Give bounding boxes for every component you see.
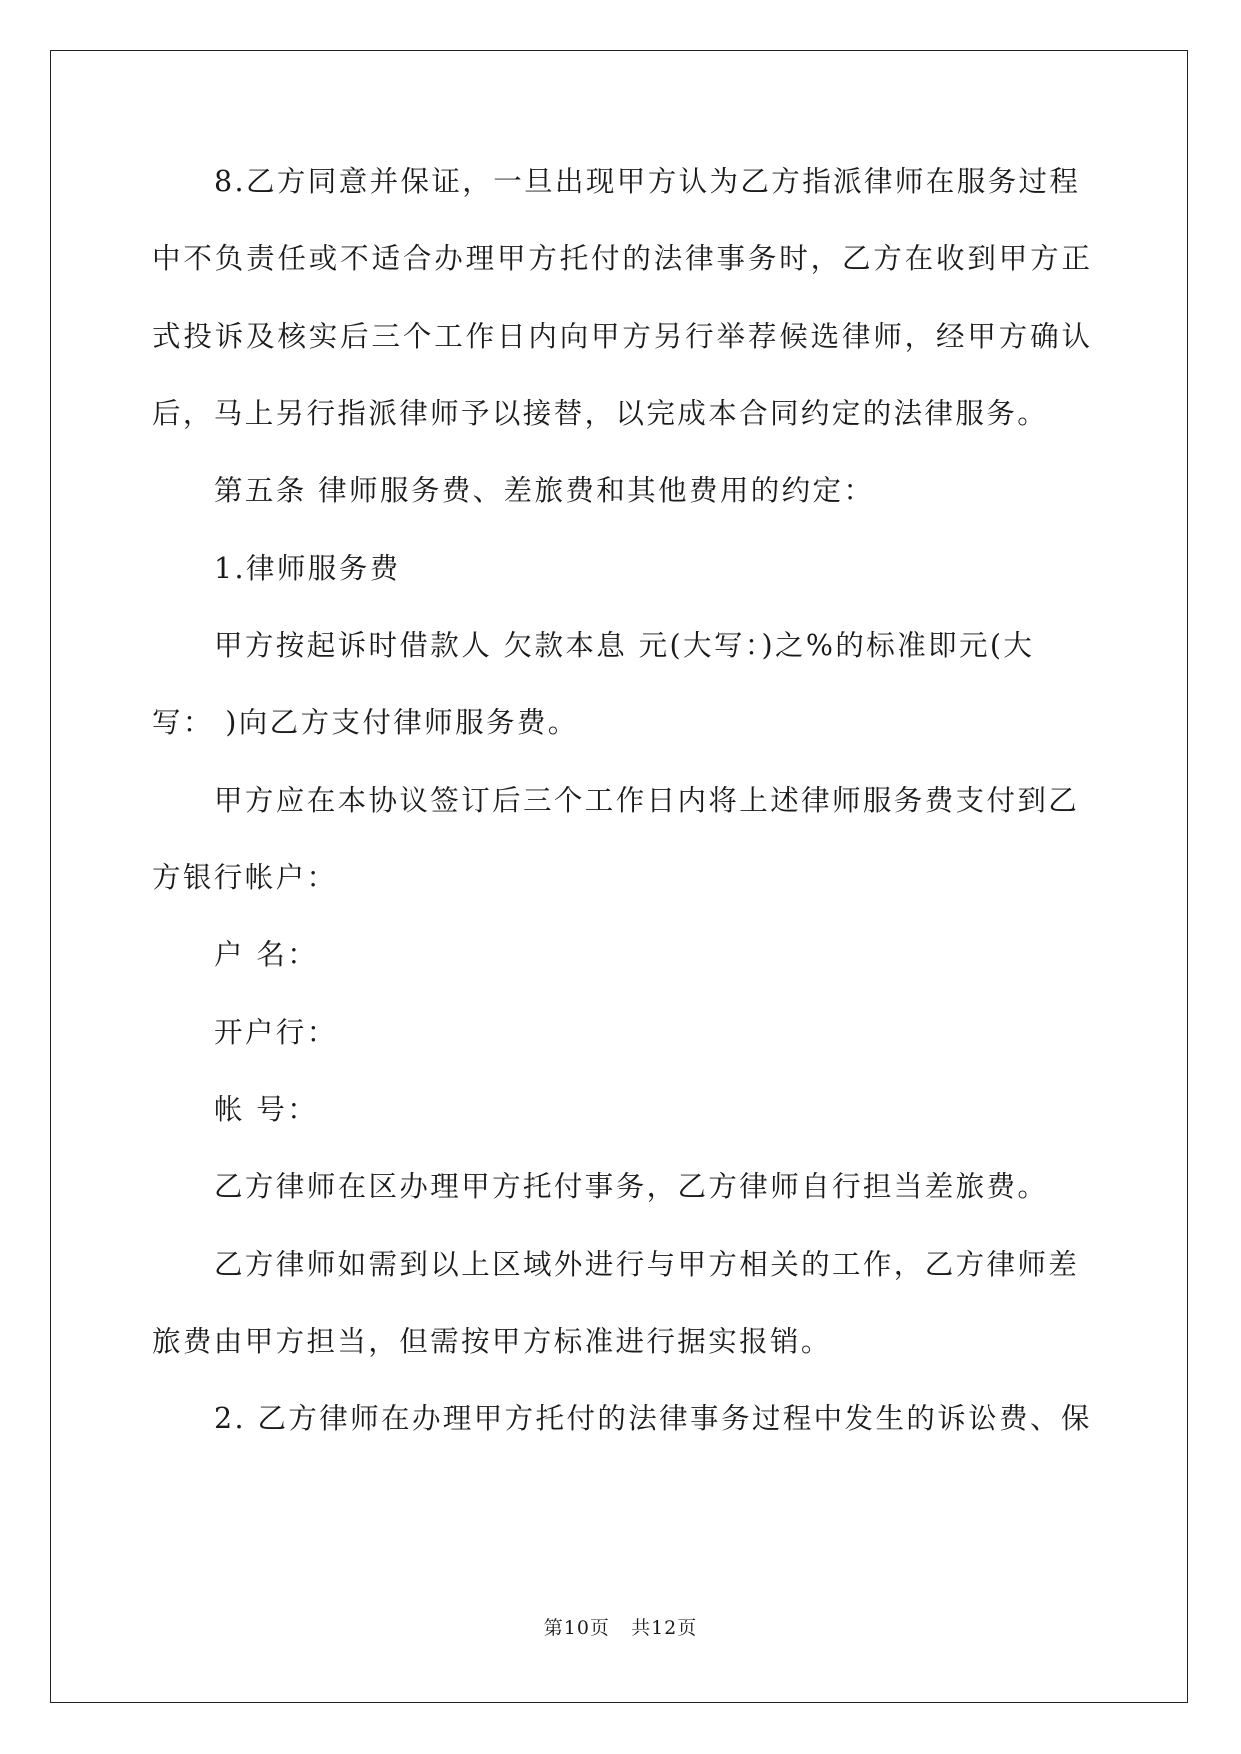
text-line: 2. 乙方律师在办理甲方托付的法律事务过程中发生的诉讼费、保 <box>214 1402 1092 1435</box>
text-line: 方银行帐户： <box>152 861 338 894</box>
page-number: 第10页 <box>543 1617 610 1639</box>
text-line: 旅费由甲方担当，但需按甲方标准进行据实报销。 <box>152 1325 832 1358</box>
text-line: 乙方律师在区办理甲方托付事务，乙方律师自行担当差旅费。 <box>214 1170 1049 1203</box>
page-total: 共12页 <box>631 1617 698 1639</box>
text-line: 8.乙方同意并保证，一旦出现甲方认为乙方指派律师在服务过程 <box>214 165 1081 198</box>
page-footer <box>0 1617 1241 1639</box>
account-number-label: 帐 号： <box>214 1093 319 1126</box>
text-line: 后，马上另行指派律师予以接替，以完成本合同约定的法律服务。 <box>152 397 1049 430</box>
text-line: 写： )向乙方支付律师服务费。 <box>152 706 579 739</box>
text-line: 式投诉及核实后三个工作日内向甲方另行举荐候选律师，经甲方确认 <box>152 320 1090 353</box>
text-line: 甲方按起诉时借款人 欠款本息 元(大写：)之%的标准即元(大 <box>214 629 1035 662</box>
article-heading: 第五条 律师服务费、差旅费和其他费用的约定： <box>214 474 875 507</box>
bank-label: 开户行： <box>214 1016 338 1049</box>
text-line: 甲方应在本协议签订后三个工作日内将上述律师服务费支付到乙 <box>214 784 1080 817</box>
section-heading: 1.律师服务费 <box>214 552 401 585</box>
text-line: 乙方律师如需到以上区域外进行与甲方相关的工作，乙方律师差 <box>214 1248 1080 1281</box>
text-line: 中不负责任或不适合办理甲方托付的法律事务时，乙方在收到甲方正 <box>152 242 1090 275</box>
account-name-label: 户 名： <box>214 938 319 971</box>
